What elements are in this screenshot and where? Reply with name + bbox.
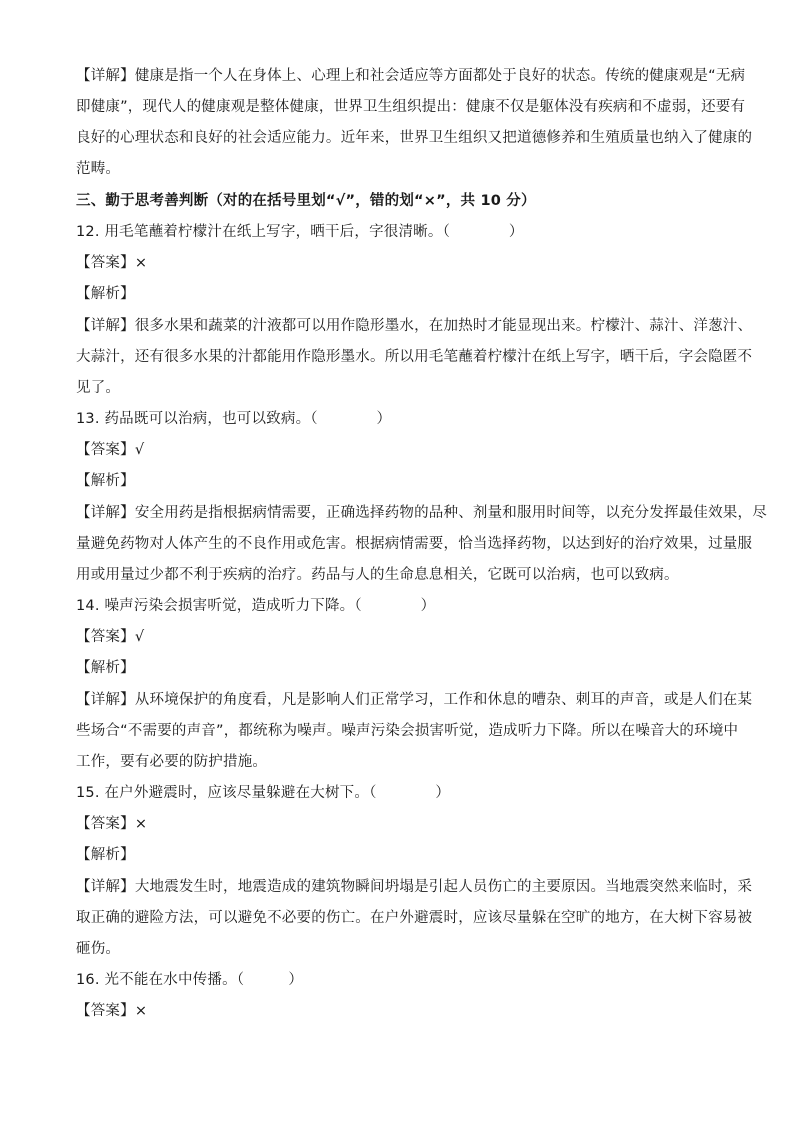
paragraph-line bbox=[76, 939, 726, 959]
paragraph-line bbox=[76, 877, 753, 897]
answer-tag: 【答案】 bbox=[76, 442, 135, 458]
answer-line bbox=[76, 440, 726, 460]
answer-value: × bbox=[134, 1003, 148, 1019]
line-text: 健康是指一个人在身体上、心理上和社会适应等方面都处于良好的状态。传统的健康观是“无病 bbox=[134, 68, 746, 84]
line-text: 安全用药是指根据病情需要，正确选择药物的品种、剂量和服用时间等，以充分发挥最佳效果，尽 bbox=[134, 505, 767, 521]
paragraph-line bbox=[76, 159, 726, 179]
question-text: 15. 在户外避震时，应该尽量躲避在大树下。（ ） bbox=[76, 785, 451, 801]
line-text: 取正确的避险方法，可以避免不必要的伤亡。在户外避震时，应该尽量躲在空旷的地方，在大树下容易被 bbox=[76, 910, 753, 926]
line-text: 很多水果和蔬菜的汁液都可以用作隐形墨水，在加热时才能显现出来。柠檬汁、蒜汁、洋葱汁、 bbox=[134, 318, 753, 334]
paragraph-line bbox=[76, 752, 726, 772]
answer-tag: 【答案】 bbox=[76, 629, 135, 645]
paragraph-line bbox=[76, 721, 739, 741]
answer-tag: 【答案】 bbox=[76, 1003, 135, 1019]
detail-tag: 【详解】 bbox=[76, 879, 135, 895]
analysis-line bbox=[76, 845, 726, 865]
question-13 bbox=[76, 409, 726, 429]
question-text: 13. 药品既可以治病，也可以致病。（ ） bbox=[76, 411, 392, 427]
line-text: 用或用量过少都不利于疾病的治疗。药品与人的生命息息相关，它既可以治病，也可以致病。 bbox=[76, 567, 679, 583]
answer-line bbox=[76, 814, 726, 834]
question-text: 12. 用毛笔蘸着柠檬汁在纸上写字，晒干后，字很清晰。（ ） bbox=[76, 224, 524, 240]
paragraph-line bbox=[76, 378, 726, 398]
question-12 bbox=[76, 222, 726, 242]
line-text: 大蒜汁，还有很多水果的汁都能用作隐形墨水。所以用毛笔蘸着柠檬汁在纸上写字，晒干后，字会隐匿不 bbox=[76, 349, 753, 365]
analysis-line bbox=[76, 658, 726, 678]
detail-tag: 【详解】 bbox=[76, 692, 135, 708]
analysis-line bbox=[76, 471, 726, 491]
line-text: 良好的心理状态和良好的社会适应能力。近年来，世界卫生组织又把道德修养和生殖质量也纳入了健康的 bbox=[76, 130, 753, 146]
answer-line bbox=[76, 253, 726, 273]
line-text: 即健康”，现代人的健康观是整体健康，世界卫生组织提出：健康不仅是躯体没有疾病和不虚弱，还要有 bbox=[76, 99, 746, 115]
analysis-tag: 【解析】 bbox=[76, 660, 135, 676]
line-text: 大地震发生时，地震造成的建筑物瞬间坍塌是引起人员伤亡的主要原因。当地震突然来临时，采 bbox=[134, 879, 753, 895]
paragraph-line bbox=[76, 347, 753, 367]
answer-value: × bbox=[134, 816, 148, 832]
paragraph-line bbox=[76, 66, 746, 86]
paragraph-line bbox=[76, 534, 753, 554]
line-text: 些场合“不需要的声音”，都统称为噪声。噪声污染会损害听觉，造成听力下降。所以在噪音大的环境中 bbox=[76, 723, 739, 739]
paragraph-line bbox=[76, 565, 726, 585]
answer-line bbox=[76, 1001, 726, 1021]
paragraph-line bbox=[76, 97, 746, 117]
line-text: 从环境保护的角度看，凡是影响人们正常学习，工作和休息的嘈杂、刺耳的声音，或是人们在某 bbox=[134, 692, 753, 708]
question-text: 16. 光不能在水中传播。（ ） bbox=[76, 972, 304, 988]
detail-tag: 【详解】 bbox=[76, 318, 135, 334]
section-heading-text: 三、勤于思考善判断（对的在括号里划“√”，错的划“×”，共 10 分） bbox=[76, 193, 536, 209]
answer-value: × bbox=[134, 255, 148, 271]
analysis-line bbox=[76, 284, 726, 304]
line-text: 见了。 bbox=[76, 380, 121, 396]
question-16 bbox=[76, 970, 726, 990]
question-14 bbox=[76, 596, 726, 616]
analysis-tag: 【解析】 bbox=[76, 473, 135, 489]
paragraph-line bbox=[76, 316, 753, 336]
analysis-tag: 【解析】 bbox=[76, 847, 135, 863]
question-text: 14. 噪声污染会损害听觉，造成听力下降。（ ） bbox=[76, 598, 436, 614]
answer-tag: 【答案】 bbox=[76, 255, 135, 271]
question-15 bbox=[76, 783, 726, 803]
answer-tag: 【答案】 bbox=[76, 816, 135, 832]
analysis-tag: 【解析】 bbox=[76, 286, 135, 302]
paragraph-line bbox=[76, 908, 753, 928]
answer-value: √ bbox=[134, 442, 145, 458]
section-heading bbox=[76, 191, 726, 211]
detail-tag: 【详解】 bbox=[76, 505, 135, 521]
paragraph-line bbox=[76, 128, 753, 148]
line-text: 砸伤。 bbox=[76, 941, 121, 957]
paragraph-line bbox=[76, 503, 767, 523]
paragraph-line bbox=[76, 690, 753, 710]
answer-line bbox=[76, 627, 726, 647]
line-text: 工作，要有必要的防护措施。 bbox=[76, 754, 268, 770]
detail-tag: 【详解】 bbox=[76, 68, 135, 84]
line-text: 范畴。 bbox=[76, 161, 121, 177]
line-text: 量避免药物对人体产生的不良作用或危害。根据病情需要，恰当选择药物，以达到好的治疗效果，过量服 bbox=[76, 536, 753, 552]
answer-value: √ bbox=[134, 629, 145, 645]
